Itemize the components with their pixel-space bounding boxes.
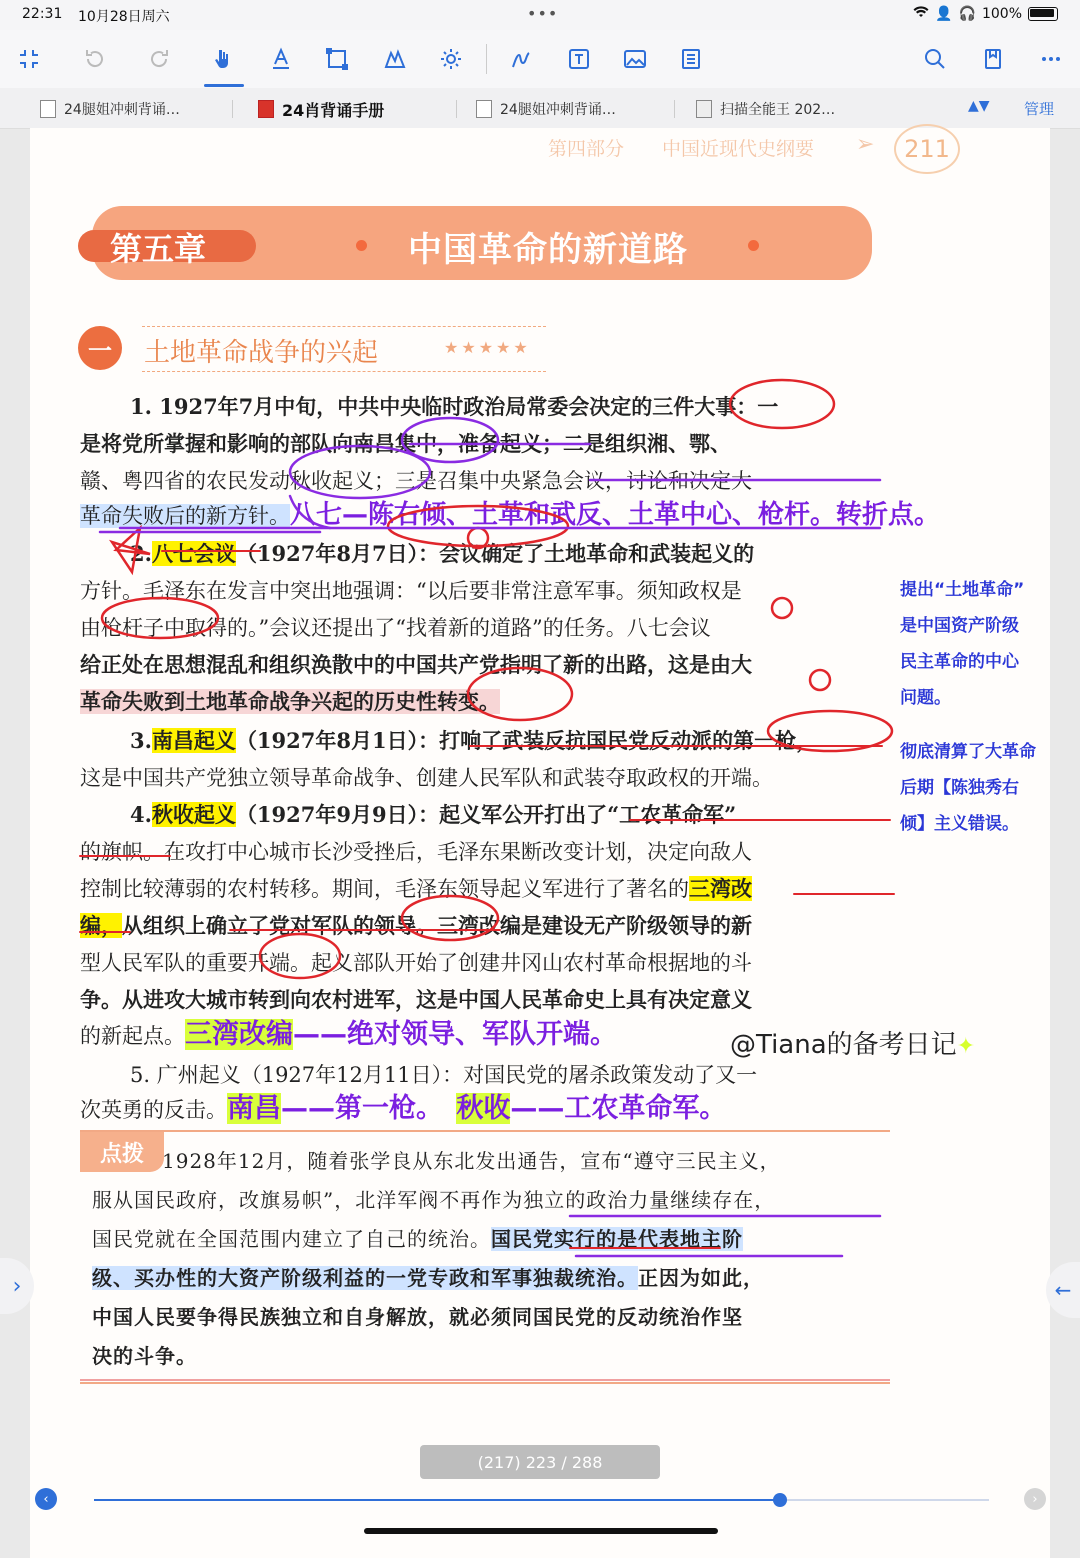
key-term: 秋收起义 xyxy=(151,802,236,827)
chapter-label: 第五章 xyxy=(110,230,207,268)
text-line: 由枪杆子中取得的。”会议还提出了“找着新的道路”的任务。八七会议 xyxy=(80,616,711,640)
tab-document-3[interactable] xyxy=(476,92,616,126)
chapter-title: 中国革命的新道路 xyxy=(408,230,688,270)
text-tool-icon[interactable] xyxy=(264,42,298,76)
redo-icon[interactable] xyxy=(142,42,176,76)
battery-percent: 100% xyxy=(981,6,1022,22)
toolbar-divider xyxy=(486,44,487,74)
battery-icon xyxy=(1028,7,1058,21)
text-line: 这是中国共产党独立领导革命战争、创建人民军队和武装夺取政权的开端。 xyxy=(80,766,773,790)
home-indicator[interactable] xyxy=(364,1528,718,1534)
text-line: 方针。毛泽东在发言中突出地强调：“以后要非常注意军事。须知政权是 xyxy=(80,579,742,603)
image-icon[interactable] xyxy=(618,42,652,76)
handwritten-note: 南昌 xyxy=(227,1093,281,1124)
handwritten-note: 三湾改编 xyxy=(185,1019,293,1050)
text-line: 3.南昌起义（1927年8月1日）：打响了武装反抗国民党反动派的第一枪， xyxy=(130,728,818,753)
hand-tool-icon[interactable] xyxy=(206,42,240,76)
text-line: 的旗帜。在攻打中心城市长沙受挫后，毛泽东果断改变计划，决定向敌人 xyxy=(80,840,752,864)
page-indicator: (217) 223 / 288 xyxy=(420,1445,660,1479)
arrow-left-icon: ← xyxy=(1054,1278,1072,1302)
undo-icon[interactable] xyxy=(78,42,112,76)
text-line: 次英勇的反击。南昌——第一枪。 秋收——工农革命军。 xyxy=(80,1093,727,1124)
tip-line: 服从国民政府，改旗易帜”，北洋军阀不再作为独立的政治力量继续存在， xyxy=(92,1188,776,1212)
ink-mark xyxy=(772,598,792,618)
text-line: 4.秋收起义（1927年9月9日）：起义军公开打出了“工农革命军” xyxy=(130,802,737,827)
page-slider[interactable] xyxy=(94,1499,989,1501)
bookmark-icon[interactable] xyxy=(976,42,1010,76)
chevron-right-icon: › xyxy=(12,1273,22,1299)
wifi-icon xyxy=(913,6,929,22)
importance-stars: ★★★★★ xyxy=(444,338,531,357)
text-line: 型人民军队的重要开端。起义部队开始了创建井冈山农村革命根据地的斗 xyxy=(80,951,752,975)
tab-divider xyxy=(674,100,675,118)
handwritten-note: ——第一枪。 xyxy=(281,1093,443,1124)
text-line: 赣、粤四省的农民发动秋收起义；三是召集中央紧急会议，讨论和决定大 xyxy=(80,469,752,493)
key-term: 八七会议 xyxy=(151,541,236,566)
handwritten-note: 秋收 xyxy=(456,1093,511,1124)
tip-line: 决的斗争。 xyxy=(92,1344,197,1368)
tab-divider xyxy=(456,100,457,118)
page-number: 211 xyxy=(894,124,960,174)
page-slider-thumb[interactable] xyxy=(773,1493,787,1507)
settings-icon[interactable] xyxy=(434,42,468,76)
tab-label: 扫描全能王 202… xyxy=(720,102,836,118)
section-title: 土地革命战争的兴起 xyxy=(144,338,379,368)
ink-mark xyxy=(810,670,830,690)
headphones-icon: 🎧 xyxy=(958,6,976,22)
person-icon: 👤 xyxy=(935,6,953,22)
watermark: @Tiana的备考日记✦ xyxy=(730,1030,976,1060)
handwritten-annotation: 彻底清算了大革命 后期【陈独秀右 倾】主义错误。 xyxy=(900,742,1036,834)
search-icon[interactable] xyxy=(918,42,952,76)
handwritten-note: ——绝对领导、军队开端。 xyxy=(293,1019,617,1050)
lasso-icon[interactable] xyxy=(504,42,538,76)
header-part: 第四部分 xyxy=(548,138,625,160)
pdf-icon xyxy=(258,100,274,118)
text-line: 革命失败到土地革命战争兴起的历史性转变。 xyxy=(80,689,500,714)
pen-tool-icon[interactable] xyxy=(378,42,412,76)
next-page-button[interactable] xyxy=(1024,1488,1046,1510)
status-bar xyxy=(0,0,1080,30)
tab-document-2[interactable] xyxy=(258,92,384,126)
tab-label: 24肖背诵手册 xyxy=(282,100,385,120)
text-line: 是将党所掌握和影响的部队向南昌集中，准备起义；二是组织湘、鄂、 xyxy=(80,431,731,456)
back-button[interactable] xyxy=(1046,1262,1080,1318)
more-icon[interactable] xyxy=(1034,42,1068,76)
text-line: 革命失败后的新方针。八七—陈右倾、土革和武反、土革中心、枪杆。转折点。 xyxy=(80,500,941,530)
handwritten-note: 八七—陈右倾、土革和武反、土革中心、枪杆。转折点。 xyxy=(290,500,941,530)
status-date: 10月28日周六 xyxy=(78,9,170,25)
tab-document-1[interactable] xyxy=(40,92,180,126)
textbox-icon[interactable] xyxy=(562,42,596,76)
tab-document-4[interactable] xyxy=(696,92,835,126)
tip-line: 1928年12月，随着张学良从东北发出通告，宣布“遵守三民主义， xyxy=(162,1149,781,1173)
document-icon xyxy=(696,100,712,118)
tip-line: 级、买办性的大资产阶级利益的一党专政和军事独裁统治。正因为如此， xyxy=(92,1266,764,1290)
handwritten-annotation: 提出“土地革命” 是中国资产阶级 民主革命的中心 问题。 xyxy=(900,580,1025,708)
tab-divider xyxy=(232,100,233,118)
outline-icon[interactable] xyxy=(674,42,708,76)
select-tool-icon[interactable] xyxy=(320,42,354,76)
pdf-page[interactable] xyxy=(30,128,1050,1558)
chevron-left-icon: ‹ xyxy=(43,1491,49,1507)
page-slider-fill xyxy=(94,1499,780,1501)
document-icon xyxy=(40,100,56,118)
text-line: 5. 广州起义（1927年12月11日）：对国民党的屠杀政策发动了又一 xyxy=(130,1063,758,1087)
document-tabs xyxy=(0,88,1080,129)
text-line: 的新起点。三湾改编——绝对领导、军队开端。 xyxy=(80,1019,617,1050)
tip-line: 中国人民要争得民族独立和自身解放，就必须同国民党的反动统治作坚 xyxy=(92,1305,743,1329)
tab-label: 24腿姐冲刺背诵… xyxy=(64,102,180,118)
status-time: 22:31 xyxy=(22,6,63,22)
paper-plane-icon: ➢ xyxy=(856,132,875,157)
multitask-dots-icon[interactable]: ••• xyxy=(527,4,559,23)
section-number: 一 xyxy=(78,326,122,370)
text-line: 编，从组织上确立了党对军队的领导。三湾改编是建设无产阶级领导的新 xyxy=(80,913,752,938)
sparkle-icon: ✦ xyxy=(956,1034,976,1059)
handwritten-note: ——工农革命军。 xyxy=(510,1093,727,1124)
banner-dot xyxy=(748,240,759,251)
tab-label: 24腿姐冲刺背诵… xyxy=(500,102,616,118)
chevron-right-icon: › xyxy=(1032,1491,1038,1507)
text-line: 给正处在思想混乱和组织涣散中的中国共产党指明了新的出路，这是由大 xyxy=(80,652,752,677)
key-term: 南昌起义 xyxy=(151,728,236,753)
tab-sort-icon[interactable]: ▲▼ xyxy=(968,98,990,114)
toolbar xyxy=(0,30,1080,88)
previous-page-button[interactable] xyxy=(35,1488,57,1510)
collapse-icon[interactable] xyxy=(12,42,46,76)
active-tool-indicator xyxy=(204,84,244,87)
tip-line: 国民党就在全国范围内建立了自己的统治。国民党实行的是代表地主阶 xyxy=(92,1227,743,1251)
text-line: 2.八七会议（1927年8月7日）：会议确定了土地革命和武装起义的 xyxy=(130,541,755,566)
text-line: 争。从进攻大城市转到向农村进军，这是中国人民革命史上具有决定意义 xyxy=(80,987,752,1012)
manage-tabs-button[interactable]: 管理 xyxy=(1024,100,1055,118)
header-course: 中国近现代史纲要 xyxy=(662,138,815,160)
text-line: 控制比较薄弱的农村转移。期间，毛泽东领导起义军进行了著名的三湾改 xyxy=(80,876,752,901)
banner-dot xyxy=(356,240,367,251)
document-icon xyxy=(476,100,492,118)
expand-sidebar-button[interactable] xyxy=(0,1258,34,1314)
tip-label: 点拨 xyxy=(80,1132,164,1172)
status-right xyxy=(913,6,1058,22)
text-line: 1. 1927年7月中旬，中共中央临时政治局常委会决定的三件大事：一 xyxy=(130,394,779,419)
